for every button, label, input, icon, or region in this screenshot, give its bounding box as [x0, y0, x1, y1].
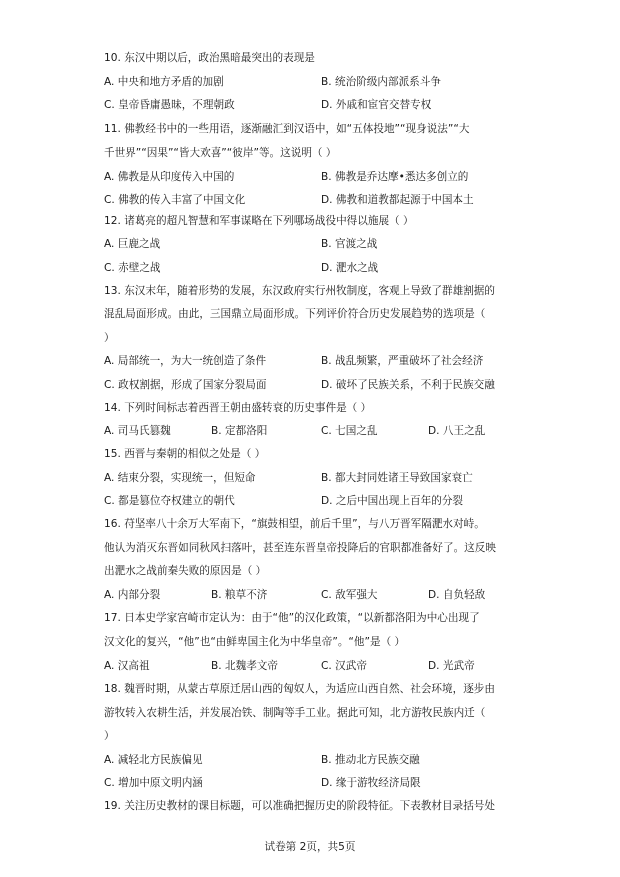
q18-option-a: A. 减轻北方民族偏见: [104, 754, 203, 766]
q11-option-a: A. 佛教是从印度传入中国的: [104, 171, 235, 183]
question-17-line-1: 17. 日本史学家宫崎市定认为：由于“他”的汉化政策，“以新都洛阳为中心出现了: [104, 612, 480, 624]
question-16-line-3: 出淝水之战前秦失败的原因是（ ）: [104, 565, 267, 577]
q12-option-c: C. 赤壁之战: [104, 262, 161, 274]
q12-option-b: B. 官渡之战: [321, 238, 378, 250]
question-13-line-1: 13. 东汉末年，随着形势的发展，东汉政府实行州牧制度，客观上导致了群雄割据的: [104, 285, 495, 297]
q15-option-c: C. 都是篡位夺权建立的朝代: [104, 495, 235, 507]
q14-option-d: D. 八王之乱: [428, 425, 486, 437]
q17-option-c: C. 汉武帝: [321, 660, 367, 672]
q14-option-a: A. 司马氏篡魏: [104, 425, 171, 437]
page-footer: 试卷第 2页，共5页: [264, 841, 356, 853]
question-16-line-2: 他认为消灭东晋如同秋风扫落叶，甚至连东晋皇帝投降后的官职都准备好了。这反映: [104, 542, 496, 554]
q13-option-b: B. 战乱频繁，严重破坏了社会经济: [321, 355, 484, 367]
q11-option-d: D. 佛教和道教都起源于中国本土: [321, 194, 474, 206]
q10-option-b: B. 统治阶级内部派系斗争: [321, 76, 441, 88]
question-16-line-1: 16. 苻坚率八十余万大军南下，“旗鼓相望，前后千里”，与八万晋军隔淝水对峙。: [104, 518, 485, 530]
question-15-text: 15. 西晋与秦朝的相似之处是（ ）: [104, 448, 266, 460]
q18-option-d: D. 缘于游牧经济局限: [321, 777, 421, 789]
q15-option-d: D. 之后中国出现上百年的分裂: [321, 495, 464, 507]
q16-option-b: B. 粮草不济: [211, 589, 268, 601]
q12-option-a: A. 巨鹿之战: [104, 238, 161, 250]
q16-option-c: C. 敌军强大: [321, 589, 378, 601]
q17-option-d: D. 光武帝: [428, 660, 475, 672]
q10-option-c: C. 皇帝昏庸愚昧，不理朝政: [104, 99, 235, 111]
question-13-line-2: 混乱局面形成。由此，三国鼎立局面形成。下列评价符合历史发展趋势的选项是（: [104, 308, 486, 320]
q13-option-c: C. 政权割据，形成了国家分裂局面: [104, 379, 267, 391]
question-18-line-1: 18. 魏晋时期，从蒙古草原迁居山西的匈奴人，为适应山西自然、社会环境，逐步由: [104, 683, 495, 695]
question-11-line-1: 11. 佛教经书中的一些用语，逐渐融汇到汉语中，如“五体投地”“现身说法”“大: [104, 123, 470, 135]
question-18-line-3: ）: [104, 730, 115, 742]
q10-option-d: D. 外戚和宦官交替专权: [321, 99, 432, 111]
question-10-text: 10. 东汉中期以后，政治黑暗最突出的表现是: [104, 52, 315, 64]
q18-option-c: C. 增加中原文明内涵: [104, 777, 203, 789]
q14-option-c: C. 七国之乱: [321, 425, 378, 437]
question-14-text: 14. 下列时间标志着西晋王朝由盛转衰的历史事件是（ ）: [104, 402, 372, 414]
q10-option-a: A. 中央和地方矛盾的加剧: [104, 76, 224, 88]
q11-option-c: C. 佛教的传入丰富了中国文化: [104, 194, 246, 206]
q15-option-a: A. 结束分裂，实现统一，但短命: [104, 472, 256, 484]
question-11-line-2: 千世界”“因果”“皆大欢喜”“彼岸”等。这说明（ ）: [104, 147, 337, 159]
q17-option-a: A. 汉高祖: [104, 660, 150, 672]
q14-option-b: B. 定都洛阳: [211, 425, 268, 437]
q17-option-b: B. 北魏孝文帝: [211, 660, 278, 672]
question-17-line-2: 汉文化的复兴，“他”也“由鲜卑国主化为中华皇帝”。“他”是（ ）: [104, 636, 406, 648]
q18-option-b: B. 推动北方民族交融: [321, 754, 420, 766]
q11-option-b: B. 佛教是乔达摩•悉达多创立的: [321, 171, 469, 183]
q13-option-a: A. 局部统一，为大一统创造了条件: [104, 355, 267, 367]
q16-option-d: D. 自负轻敌: [428, 589, 486, 601]
question-19-text: 19. 关注历史教材的课目标题，可以准确把握历史的阶段特征。下表教材目录括号处: [104, 800, 495, 812]
q16-option-a: A. 内部分裂: [104, 589, 161, 601]
question-12-text: 12. 诸葛亮的超凡智慧和军事谋略在下列哪场战役中得以施展（ ）: [104, 215, 414, 227]
question-13-line-3: ）: [104, 332, 115, 344]
q12-option-d: D. 淝水之战: [321, 262, 379, 274]
question-18-line-2: 游牧转入农耕生活，并发展冶铁、制陶等手工业。据此可知，北方游牧民族内迁（: [104, 707, 486, 719]
q15-option-b: B. 都大封同姓诸王导致国家衰亡: [321, 472, 473, 484]
q13-option-d: D. 破坏了民族关系，不利于民族交融: [321, 379, 495, 391]
